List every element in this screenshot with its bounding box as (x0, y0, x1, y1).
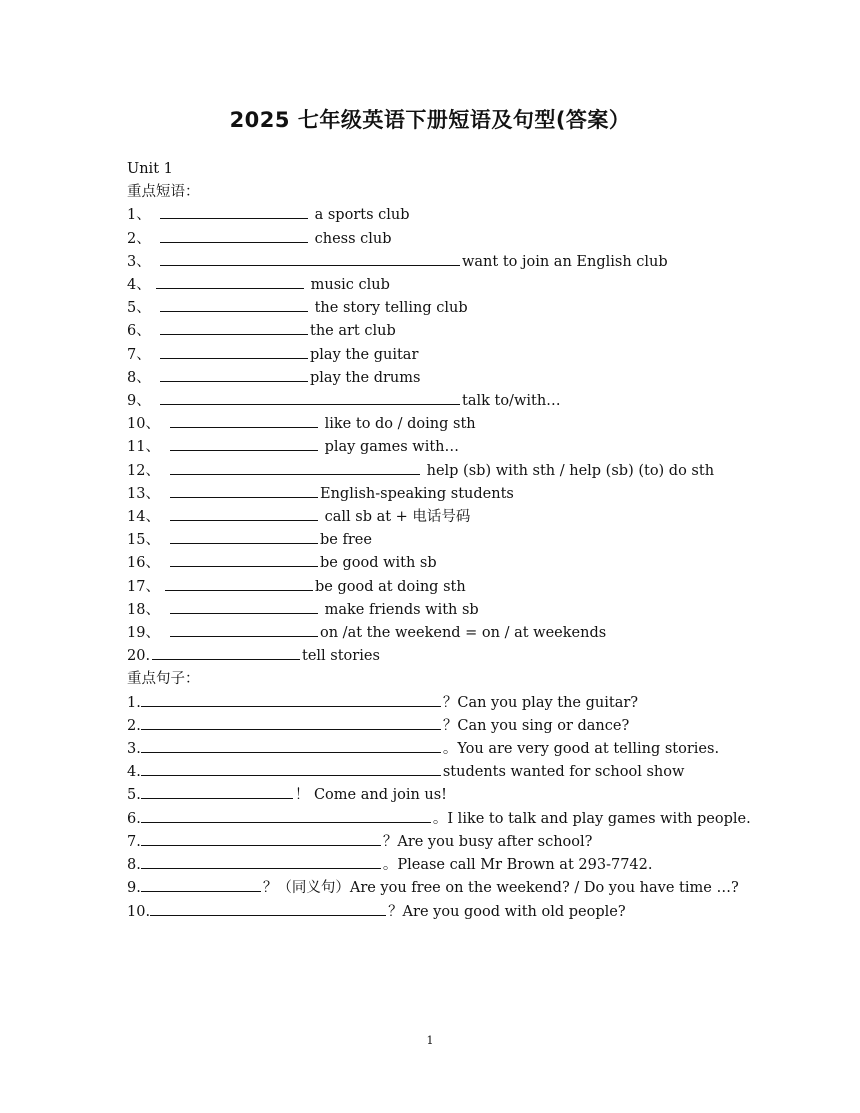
phrase-text: on /at the weekend = on / at weekends (320, 625, 607, 642)
item-number: 14、 (127, 509, 160, 526)
item-number: 5. (127, 787, 141, 804)
answer-blank[interactable] (141, 715, 441, 730)
item-number: 5、 (127, 300, 151, 317)
phrase-item (127, 297, 767, 320)
item-number: 10、 (127, 416, 160, 433)
answer-blank[interactable] (160, 251, 460, 266)
item-number: 20. (127, 648, 151, 665)
sentence-text: students wanted for school show (442, 764, 685, 781)
item-number: 8、 (127, 369, 151, 386)
phrase-item (127, 622, 767, 645)
item-number: 1、 (127, 207, 151, 224)
item-number: 7. (127, 833, 141, 850)
sentence-item (127, 901, 767, 924)
phrase-text: be free (320, 532, 372, 549)
phrase-item (127, 251, 767, 274)
answer-blank[interactable] (152, 645, 300, 660)
answer-blank[interactable] (150, 901, 386, 916)
sentence-text: ！ Come and join us! (294, 787, 448, 804)
page-number: 1 (426, 1034, 434, 1047)
answer-blank[interactable] (141, 877, 261, 892)
phrase-text: play the drums (310, 369, 421, 386)
answer-blank[interactable] (160, 228, 308, 243)
item-number: 7、 (127, 346, 151, 363)
phrase-item (127, 390, 767, 413)
item-number: 4、 (127, 277, 151, 294)
answer-blank[interactable] (160, 297, 308, 312)
phrase-item (127, 204, 767, 227)
answer-blank[interactable] (160, 204, 308, 219)
page-title: 2025 七年级英语下册短语及句型(答案） (229, 108, 631, 132)
phrase-item (127, 576, 767, 599)
answer-blank[interactable] (156, 274, 304, 289)
answer-blank[interactable] (170, 413, 318, 428)
answer-blank[interactable] (170, 622, 318, 637)
phrase-item (127, 320, 767, 343)
sentence-item (127, 715, 767, 738)
item-number: 2. (127, 717, 141, 734)
phrase-item (127, 344, 767, 367)
phrase-text: chess club (310, 230, 392, 247)
sentence-item (127, 692, 767, 715)
phrase-item (127, 367, 767, 390)
item-number: 9. (127, 880, 141, 897)
sentence-item (127, 877, 767, 900)
item-number: 18、 (127, 601, 160, 618)
sentence-text: 。You are very good at telling stories. (442, 741, 720, 758)
answer-blank[interactable] (141, 854, 381, 869)
answer-blank[interactable] (160, 344, 308, 359)
sentence-text: ？Are you busy after school? (382, 833, 593, 850)
item-number: 2、 (127, 230, 151, 247)
phrase-item (127, 506, 767, 529)
answer-blank[interactable] (141, 692, 441, 707)
phrase-text: like to do / doing sth (320, 416, 476, 433)
phrase-text: talk to/with… (462, 393, 561, 410)
sentence-text: ？（同义句）Are you free on the weekend? / Do you have time …? (262, 880, 739, 897)
phrase-text: play the guitar (310, 346, 419, 363)
item-number: 19、 (127, 625, 160, 642)
item-number: 3、 (127, 253, 151, 270)
phrase-text: English-speaking students (320, 485, 514, 502)
sentence-item (127, 761, 767, 784)
item-number: 3. (127, 741, 141, 758)
item-number: 9、 (127, 393, 151, 410)
item-number: 10. (127, 903, 151, 920)
item-number: 17、 (127, 578, 160, 595)
item-number: 4. (127, 764, 141, 781)
answer-blank[interactable] (170, 599, 318, 614)
item-number: 8. (127, 857, 141, 874)
item-number: 11、 (127, 439, 160, 456)
sentence-text: ？Can you play the guitar? (442, 694, 639, 711)
answer-blank[interactable] (170, 506, 318, 521)
phrase-item (127, 599, 767, 622)
answer-blank[interactable] (141, 831, 381, 846)
unit-heading: Unit 1 (127, 161, 173, 177)
phrase-item (127, 460, 767, 483)
phrase-text: make friends with sb (320, 601, 479, 618)
phrase-item (127, 436, 767, 459)
phrase-item (127, 483, 767, 506)
sentence-text: 。Please call Mr Brown at 293-7742. (382, 857, 653, 874)
phrase-text: a sports club (310, 207, 410, 224)
sentence-item (127, 831, 767, 854)
answer-blank[interactable] (170, 483, 318, 498)
phrase-text: want to join an English club (462, 253, 668, 270)
phrase-item (127, 529, 767, 552)
sentences-heading: 重点句子： (127, 671, 200, 688)
answer-blank[interactable] (141, 761, 441, 776)
item-number: 12、 (127, 462, 160, 479)
phrase-text: call sb at + 电话号码 (320, 509, 471, 526)
sentence-item (127, 854, 767, 877)
sentence-text: ？Can you sing or dance? (442, 717, 630, 734)
answer-blank[interactable] (170, 460, 420, 475)
sentence-item (127, 738, 767, 761)
phrases-heading: 重点短语： (127, 184, 200, 201)
item-number: 16、 (127, 555, 160, 572)
sentence-text: ？Are you good with old people? (388, 903, 626, 920)
item-number: 1. (127, 694, 141, 711)
phrase-text: be good at doing sth (315, 578, 466, 595)
phrase-text: help (sb) with sth / help (sb) (to) do sth (422, 462, 715, 479)
answer-blank[interactable] (160, 367, 308, 382)
answer-blank[interactable] (141, 738, 441, 753)
phrase-text: be good with sb (320, 555, 437, 572)
answer-blank[interactable] (160, 390, 460, 405)
item-number: 6、 (127, 323, 151, 340)
sentence-item (127, 784, 767, 807)
phrase-item (127, 645, 767, 668)
item-number: 13、 (127, 485, 160, 502)
phrase-text: music club (306, 277, 390, 294)
phrase-text: play games with… (320, 439, 459, 456)
sentence-text: 。I like to talk and play games with people. (432, 810, 751, 827)
phrase-text: the story telling club (310, 300, 468, 317)
phrase-text: tell stories (302, 648, 380, 665)
phrase-text: the art club (310, 323, 396, 340)
phrase-item (127, 228, 767, 251)
phrase-item (127, 274, 767, 297)
answer-blank[interactable] (160, 320, 308, 335)
answer-blank[interactable] (141, 808, 431, 823)
phrase-item (127, 552, 767, 575)
item-number: 6. (127, 810, 141, 827)
answer-blank[interactable] (170, 529, 318, 544)
answer-blank[interactable] (165, 576, 313, 591)
item-number: 15、 (127, 532, 160, 549)
answer-blank[interactable] (141, 784, 293, 799)
answer-blank[interactable] (170, 552, 318, 567)
sentence-item (127, 808, 767, 831)
worksheet-body (127, 158, 767, 924)
phrase-item (127, 413, 767, 436)
answer-blank[interactable] (170, 436, 318, 451)
